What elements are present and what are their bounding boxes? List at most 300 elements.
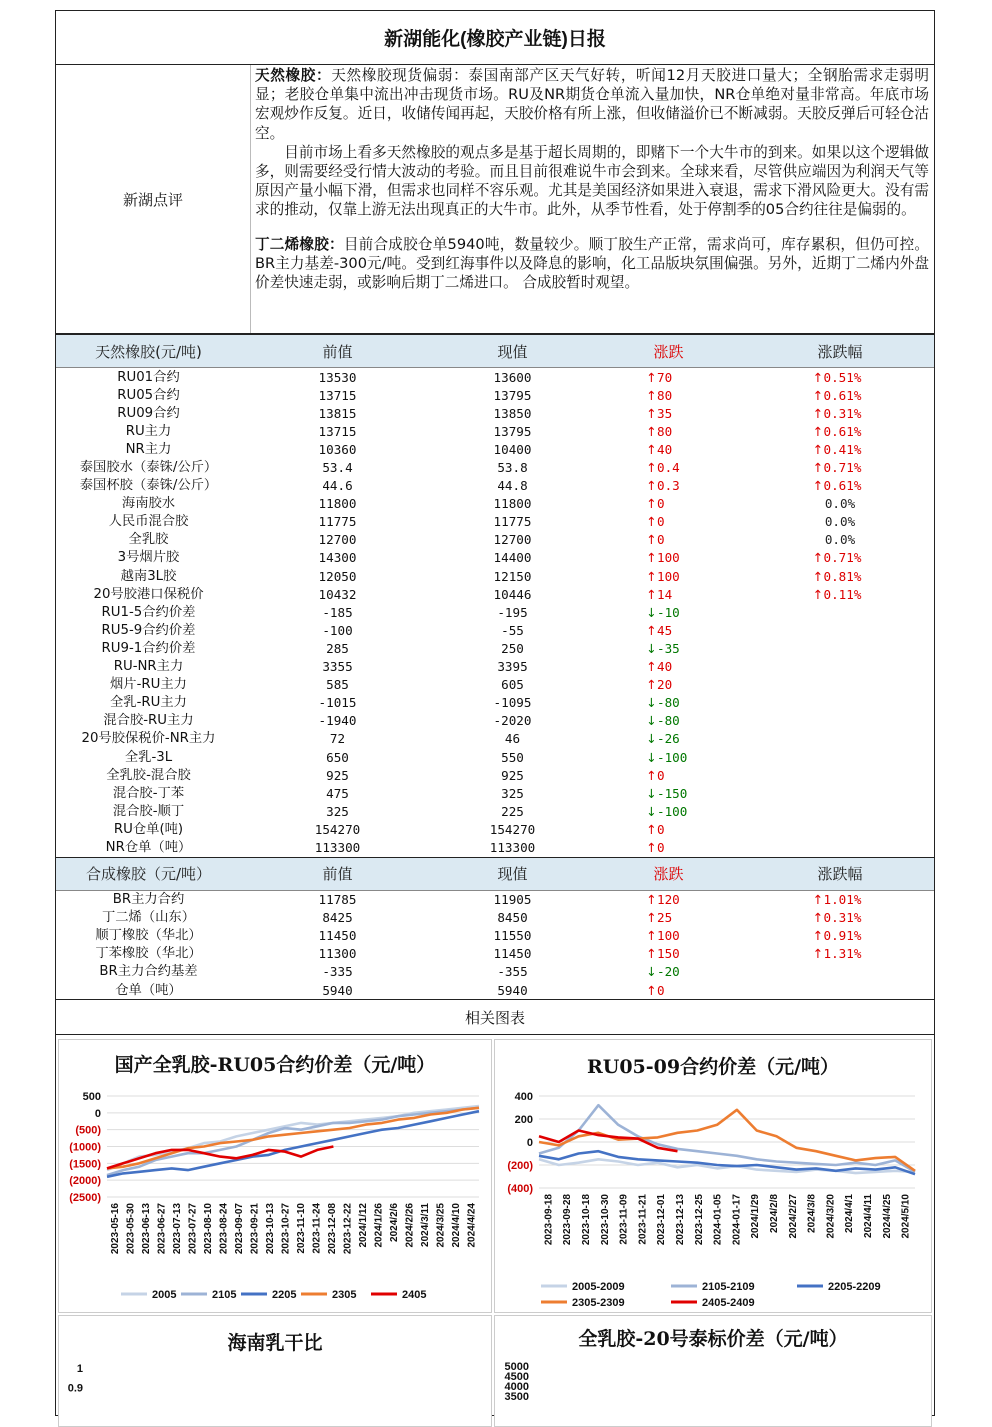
change-value: 0 (657, 767, 665, 783)
cell-change (591, 513, 746, 531)
change-value: 0 (657, 496, 665, 512)
cell-prev: 11775 (318, 514, 357, 530)
y-tick-label: (200) (507, 1160, 533, 1173)
cell-pct (746, 909, 934, 927)
butadiene-heading: 丁二烯橡胶： (255, 235, 344, 253)
sr-header-pct: 涨跌幅 (746, 857, 934, 890)
x-tick-label: 2023-12-13 (675, 1194, 686, 1246)
arrow-up-icon: ↑ (646, 928, 657, 944)
nr-header-cur: 现值 (434, 335, 591, 368)
x-tick-label: 2023-07-13 (171, 1203, 183, 1255)
x-tick-label: 2023-07-27 (187, 1203, 199, 1255)
cell-cur: -355 (497, 964, 528, 980)
natural-rubber-table (56, 335, 934, 857)
cell-change (591, 784, 746, 802)
arrow-up-icon: ↑ (646, 659, 657, 675)
cell-name: RU05合约 (117, 387, 180, 403)
cell-pct (746, 531, 934, 549)
x-tick-label: 2024/2/27 (787, 1194, 799, 1239)
cell-pct (746, 712, 934, 730)
cell-pct (746, 621, 934, 639)
pct-value: 1.01% (823, 892, 862, 908)
cell-cur: 11775 (493, 514, 532, 530)
change-value: 150 (657, 946, 680, 962)
cell-pct (746, 945, 934, 963)
chart-svg (59, 1040, 491, 1312)
x-tick-label: 2024/4/10 (450, 1203, 462, 1248)
cell-change (591, 730, 746, 748)
sr-row (56, 963, 934, 981)
cell-name: 泰国杯胶（泰铢/公斤） (79, 478, 218, 494)
cell-name: 全乳胶-混合胶 (106, 767, 191, 783)
report-frame (55, 10, 935, 1416)
cell-cur: 8450 (497, 910, 528, 926)
y-tick-label: 1 (76, 1363, 83, 1376)
chart-svg (495, 1040, 931, 1312)
nr-row (56, 513, 934, 531)
change-value: 20 (657, 677, 673, 693)
cell-prev: 11785 (318, 892, 357, 908)
cell-pct (746, 766, 934, 784)
cell-change (591, 404, 746, 422)
cell-name: 丁苯橡胶（华北） (95, 946, 202, 962)
cell-prev: 10360 (318, 441, 357, 457)
cell-name: 泰国胶水（泰铢/公斤） (79, 460, 218, 476)
cell-name: 全乳-RU主力 (110, 695, 187, 711)
x-tick-label: 2024-01-17 (731, 1194, 743, 1246)
cell-change (591, 639, 746, 657)
nr-header-pct: 涨跌幅 (746, 335, 934, 368)
arrow-up-icon: ↑ (646, 460, 657, 476)
x-tick-label: 2023-05-30 (125, 1203, 137, 1255)
x-tick-label: 2023-09-28 (562, 1194, 574, 1246)
nr-row (56, 658, 934, 676)
cell-cur: 3395 (497, 659, 528, 675)
cell-name: 20号胶港口保税价 (93, 586, 204, 602)
sr-header-chg: 涨跌 (591, 857, 746, 890)
cell-name: 人民币混合胶 (108, 514, 189, 530)
arrow-down-icon: ↓ (646, 640, 657, 656)
change-value: 0.4 (657, 460, 680, 476)
cell-name: RU主力 (125, 423, 172, 439)
x-tick-label: 2023-11-21 (637, 1194, 649, 1245)
arrow-up-icon: ↑ (646, 369, 657, 385)
cell-cur: 154270 (489, 821, 536, 837)
legend-label: 2305-2309 (572, 1297, 625, 1310)
butadiene-body: 目前合成胶仓单5940吨，数量较少。顺丁胶生产正常，需求尚可，库存累积，但仍可控。BR主力基差-300元/吨。受到红海事件以及降息的影响，化工品版块氛围偏强。另外，近期丁二烯内外盘价差快速走弱，或影响后期丁二烯进口。 合成胶暂时观望。 (255, 235, 929, 292)
x-tick-label: 2023-10-18 (581, 1194, 592, 1246)
cell-prev: 10432 (318, 586, 357, 602)
nr-row (56, 766, 934, 784)
cell-change (591, 676, 746, 694)
cell-pct (746, 386, 934, 404)
arrow-up-icon: ↑ (646, 405, 657, 421)
cell-change (591, 603, 746, 621)
outlook-paragraph: 目前市场上看多天然橡胶的观点多是基于超长周期的，即赌下一个大牛市的到来。如果以这个逻辑做多，则需要经受行情大波动的考验。而且目前很难说牛市会到来。全球来看，尽管供应端因为利润天气等原因产量小幅下滑，但需求也同样不容乐观。尤其是美国经济如果进入衰退，需求下滑风险更大。没有需求的推动，仅靠上游无法出现真正的大牛市。此外，从季节性看，处于停割季的05合约往往是偏弱的。 (255, 143, 929, 219)
cell-cur: 5940 (497, 982, 528, 998)
pct-value: 0.61% (823, 387, 862, 403)
arrow-up-icon: ↑ (812, 892, 824, 908)
arrow-down-icon: ↓ (646, 803, 657, 819)
arrow-up-icon: ↑ (646, 622, 657, 638)
commentary-section (56, 65, 934, 335)
y-tick-label: (500) (75, 1124, 101, 1137)
x-tick-label: 2024/1/29 (750, 1194, 762, 1239)
cell-pct (746, 802, 934, 820)
cell-change (591, 458, 746, 476)
pct-value: 0.81% (823, 568, 862, 584)
cell-change (591, 477, 746, 495)
cell-change (591, 820, 746, 838)
cell-prev: 11800 (318, 496, 357, 512)
arrow-up-icon: ↑ (646, 496, 657, 512)
nr-row (56, 458, 934, 476)
cell-prev: -100 (322, 622, 353, 638)
sr-row (56, 945, 934, 963)
cell-change (591, 694, 746, 712)
legend-label: 2405-2409 (702, 1297, 755, 1310)
x-tick-label: 2024/3/11 (419, 1203, 431, 1248)
cell-name: 仓单（吨） (115, 982, 182, 998)
cell-change (591, 549, 746, 567)
cell-name: 烟片-RU主力 (110, 677, 187, 693)
cell-prev: 3355 (322, 659, 353, 675)
change-value: 45 (657, 622, 673, 638)
nr-row (56, 368, 934, 387)
arrow-up-icon: ↑ (646, 839, 657, 855)
y-tick-label: 4500 (504, 1371, 529, 1384)
legend-label: 2105-2109 (702, 1281, 755, 1294)
arrow-down-icon: ↓ (646, 731, 657, 747)
arrow-down-icon: ↓ (646, 695, 657, 711)
pct-value: 0.71% (823, 550, 862, 566)
cell-prev: -335 (322, 964, 353, 980)
cell-name: RU9-1合约价差 (101, 640, 196, 656)
chart-title: 国产全乳胶-RU05合约价差（元/吨） (114, 1054, 436, 1077)
nr-row (56, 730, 934, 748)
arrow-up-icon: ↑ (646, 478, 657, 494)
change-value: 80 (657, 423, 673, 439)
cell-cur: 53.8 (497, 460, 528, 476)
cell-pct (746, 639, 934, 657)
arrow-up-icon: ↑ (646, 910, 657, 926)
nr-row (56, 549, 934, 567)
cell-cur: 13795 (493, 387, 532, 403)
cell-change (591, 927, 746, 945)
sr-row (56, 981, 934, 999)
cell-prev: 475 (326, 785, 349, 801)
x-tick-label: 2023-09-18 (543, 1194, 555, 1246)
cell-cur: 13850 (493, 405, 532, 421)
cell-name: 20号胶保税价-NR主力 (81, 731, 216, 747)
arrow-up-icon: ↑ (646, 982, 657, 998)
cell-cur: 44.8 (497, 478, 528, 494)
arrow-up-icon: ↑ (812, 910, 824, 926)
cell-pct (746, 585, 934, 603)
cell-prev: 13715 (318, 423, 357, 439)
natural-rubber-heading: 天然橡胶： (255, 67, 332, 84)
nr-row (56, 440, 934, 458)
cell-name: 混合胶-顺丁 (112, 803, 185, 819)
cell-prev: 325 (326, 803, 349, 819)
x-tick-label: 2023-10-30 (599, 1194, 611, 1246)
cell-change (591, 945, 746, 963)
change-value: -20 (657, 964, 680, 980)
x-tick-label: 2024/4/24 (466, 1203, 478, 1248)
legend-label: 2005-2009 (572, 1281, 625, 1294)
cell-prev: 585 (326, 677, 349, 693)
arrow-up-icon: ↑ (812, 405, 824, 421)
x-tick-label: 2023-10-13 (264, 1203, 276, 1255)
legend-label: 2205 (272, 1289, 297, 1302)
pct-value: 0.31% (823, 910, 862, 926)
pct-value: 0.0% (824, 496, 856, 512)
cell-cur: 10400 (493, 441, 532, 457)
cell-cur: 11905 (493, 892, 532, 908)
x-tick-label: 2024/4/1 (844, 1194, 856, 1234)
nr-header-chg: 涨跌 (591, 335, 746, 368)
y-tick-label: (1000) (69, 1141, 101, 1154)
series-line-2105 (107, 1108, 479, 1175)
change-value: 0 (657, 532, 665, 548)
cell-cur: 325 (501, 785, 524, 801)
cell-pct (746, 404, 934, 422)
cell-cur: -195 (497, 604, 528, 620)
cell-prev: 650 (326, 749, 349, 765)
legend-label: 2405 (402, 1289, 427, 1302)
nr-row (56, 585, 934, 603)
cell-cur: 13795 (493, 423, 532, 439)
cell-name: BR主力合约基差 (99, 964, 198, 980)
change-value: 0.3 (657, 478, 680, 494)
change-value: -10 (657, 604, 680, 620)
cell-pct (746, 820, 934, 838)
cell-pct (746, 477, 934, 495)
arrow-down-icon: ↓ (646, 604, 657, 620)
cell-pct (746, 963, 934, 981)
cell-prev: 5940 (322, 982, 353, 998)
x-tick-label: 2023-12-08 (326, 1203, 338, 1255)
cell-prev: 154270 (314, 821, 361, 837)
cell-cur: 250 (501, 640, 524, 656)
chart-title: 海南乳干比 (227, 1332, 323, 1355)
cell-name: RU1-5合约价差 (101, 604, 196, 620)
cell-prev: 44.6 (322, 478, 353, 494)
cell-prev: 53.4 (322, 460, 353, 476)
nr-row (56, 603, 934, 621)
arrow-up-icon: ↑ (812, 928, 824, 944)
nr-row (56, 477, 934, 495)
sr-header-name: 合成橡胶（元/吨） (56, 857, 241, 890)
change-value: -100 (657, 749, 688, 765)
cell-change (591, 368, 746, 387)
cell-change (591, 585, 746, 603)
cell-change (591, 531, 746, 549)
cell-name: BR主力合约 (112, 892, 185, 908)
legend-label: 2005 (152, 1289, 177, 1302)
sr-row (56, 909, 934, 927)
cell-cur: 13600 (493, 369, 532, 385)
cell-change (591, 963, 746, 981)
natural-rubber-paragraph (255, 66, 929, 143)
commentary-text (251, 65, 934, 333)
cell-name: NR主力 (125, 441, 172, 457)
nr-header-prev: 前值 (241, 335, 434, 368)
arrow-up-icon: ↑ (646, 514, 657, 530)
cell-prev: 14300 (318, 550, 357, 566)
y-tick-label: 200 (514, 1114, 533, 1127)
cell-cur: -55 (501, 622, 524, 638)
arrow-down-icon: ↓ (646, 749, 657, 765)
x-tick-label: 2023-12-25 (693, 1194, 705, 1246)
y-tick-label: 3500 (504, 1391, 529, 1404)
sr-header-cur: 现值 (434, 857, 591, 890)
cell-pct (746, 440, 934, 458)
y-tick-label: (2000) (69, 1175, 101, 1188)
chart-latex-ru05-spread (58, 1039, 492, 1313)
y-tick-label: 0 (94, 1107, 101, 1120)
cell-change (591, 440, 746, 458)
butadiene-paragraph (255, 235, 929, 293)
cell-change (591, 909, 746, 927)
nr-row (56, 567, 934, 585)
x-tick-label: 2024/4/11 (863, 1194, 874, 1239)
charts-area (56, 1035, 934, 1415)
cell-change (591, 386, 746, 404)
cell-cur: 10446 (493, 586, 532, 602)
cell-pct (746, 890, 934, 909)
series-line-2105-2109 (539, 1105, 915, 1172)
arrow-up-icon: ↑ (646, 387, 657, 403)
cell-change (591, 802, 746, 820)
pct-value: 0.0% (824, 514, 856, 530)
cell-name: 越南3L胶 (120, 568, 177, 584)
cell-change (591, 658, 746, 676)
x-tick-label: 2023-06-13 (140, 1203, 152, 1255)
chart-hainan-dry-ratio (58, 1315, 492, 1427)
change-value: -100 (657, 803, 688, 819)
natural-rubber-body: 天然橡胶现货偏弱：泰国南部产区天气好转，听闻12月天胶进口量大；全钢胎需求走弱明显；老胶仓单集中流出冲击现货市场。RU及NR期货仓单流入量加快，NR仓单绝对量非常高。年底市场宏观炒作反复。近日，收储传闻再起，天胶价格有所上涨，但收储溢价已不断减弱。天胶反弹后可轻仓沽空。 (255, 67, 929, 142)
x-tick-label: 2023-11-24 (311, 1203, 323, 1254)
cell-change (591, 748, 746, 766)
nr-row (56, 422, 934, 440)
nr-header-name: 天然橡胶(元/吨) (56, 335, 241, 368)
change-value: 100 (657, 550, 680, 566)
cell-name: 全乳-3L (124, 749, 173, 765)
series-line-2205 (107, 1111, 479, 1177)
pct-value: 0.71% (823, 460, 862, 476)
cell-pct (746, 694, 934, 712)
cell-pct (746, 838, 934, 856)
cell-pct (746, 981, 934, 999)
nr-row (56, 712, 934, 730)
cell-cur: 12700 (493, 532, 532, 548)
cell-prev: -1940 (318, 713, 357, 729)
pct-value: 0.51% (823, 369, 862, 385)
cell-change (591, 890, 746, 909)
change-value: 0 (657, 839, 665, 855)
cell-prev: 13530 (318, 369, 357, 385)
x-tick-label: 2024/1/12 (357, 1203, 369, 1248)
cell-pct (746, 658, 934, 676)
legend-label: 2205-2209 (828, 1281, 881, 1294)
cell-name: 混合胶-RU主力 (103, 713, 194, 729)
pct-value: 0.41% (823, 441, 862, 457)
cell-prev: -1015 (318, 695, 357, 711)
cell-name: RU仓单(吨) (113, 821, 184, 837)
cell-prev: 925 (326, 767, 349, 783)
y-tick-label: 400 (514, 1091, 533, 1104)
cell-pct (746, 422, 934, 440)
change-value: 0 (657, 821, 665, 837)
arrow-up-icon: ↑ (646, 821, 657, 837)
cell-prev: 8425 (322, 910, 353, 926)
cell-cur: 11450 (493, 946, 532, 962)
chart-svg (495, 1316, 931, 1426)
cell-pct (746, 927, 934, 945)
x-tick-label: 2023-06-27 (156, 1203, 168, 1255)
arrow-up-icon: ↑ (646, 441, 657, 457)
change-value: -150 (657, 785, 688, 801)
y-tick-label: (400) (507, 1183, 533, 1196)
nr-row (56, 784, 934, 802)
x-tick-label: 2024/2/26 (404, 1203, 416, 1248)
arrow-up-icon: ↑ (646, 568, 657, 584)
cell-pct (746, 730, 934, 748)
arrow-up-icon: ↑ (812, 946, 824, 962)
change-value: 40 (657, 441, 673, 457)
cell-prev: 12700 (318, 532, 357, 548)
cell-change (591, 838, 746, 856)
commentary-label: 新湖点评 (56, 65, 251, 333)
synthetic-rubber-table (56, 857, 934, 1000)
cell-pct (746, 495, 934, 513)
change-value: 14 (657, 586, 673, 602)
sr-row (56, 927, 934, 945)
x-tick-label: 2024/3/20 (825, 1194, 837, 1239)
cell-pct (746, 513, 934, 531)
change-value: 80 (657, 387, 673, 403)
change-value: -80 (657, 713, 680, 729)
x-tick-label: 2023-10-27 (280, 1203, 292, 1255)
arrow-up-icon: ↑ (646, 892, 657, 908)
cell-cur: 225 (501, 803, 524, 819)
change-value: 0 (657, 514, 665, 530)
chart-title: RU05-09合约价差（元/吨） (586, 1056, 840, 1079)
cell-name: 全乳胶 (128, 532, 169, 548)
cell-cur: 605 (501, 677, 524, 693)
cell-prev: -185 (322, 604, 353, 620)
arrow-up-icon: ↑ (646, 767, 657, 783)
arrow-up-icon: ↑ (646, 946, 657, 962)
cell-prev: 113300 (314, 839, 361, 855)
cell-change (591, 621, 746, 639)
nr-row (56, 838, 934, 856)
arrow-up-icon: ↑ (646, 586, 657, 602)
arrow-up-icon: ↑ (646, 423, 657, 439)
nr-row (56, 820, 934, 838)
cell-cur: -1095 (493, 695, 532, 711)
x-tick-label: 2023-12-22 (342, 1203, 354, 1255)
cell-cur: 12150 (493, 568, 532, 584)
pct-value: 0.61% (823, 423, 862, 439)
nr-row (56, 404, 934, 422)
arrow-up-icon: ↑ (812, 586, 824, 602)
x-tick-label: 2024/1/26 (373, 1203, 385, 1248)
x-tick-label: 2023-09-07 (233, 1203, 245, 1255)
arrow-up-icon: ↑ (812, 369, 824, 385)
cell-pct (746, 603, 934, 621)
